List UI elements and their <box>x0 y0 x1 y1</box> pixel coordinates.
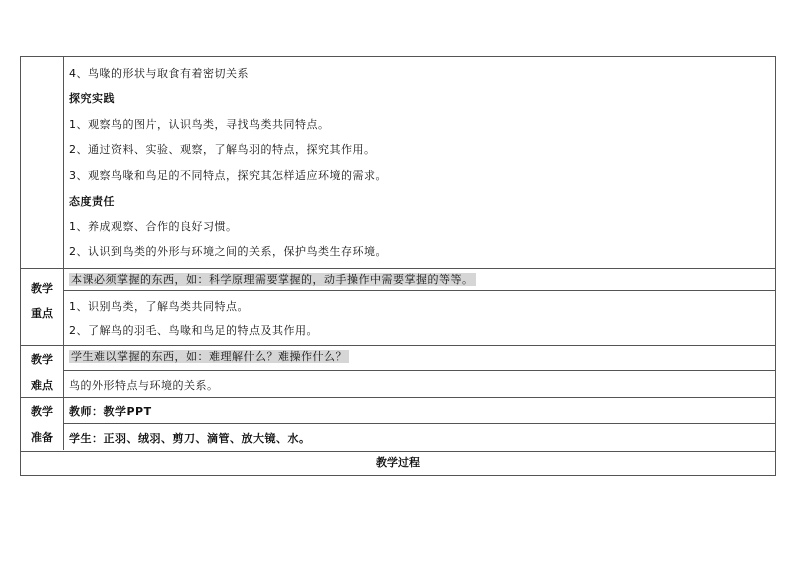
key-points-label-2: 重点 <box>31 307 53 320</box>
attitude-heading: 态度责任 <box>69 195 115 208</box>
inquiry-item-3: 3、观察鸟喙和鸟足的不同特点，探究其怎样适应环境的需求。 <box>69 169 387 182</box>
row-divider <box>21 268 775 269</box>
row-divider <box>21 397 775 398</box>
preparation-label-2: 准备 <box>31 431 53 444</box>
difficulties-label-1: 教学 <box>31 353 53 366</box>
difficulties-hint-text: 学生难以掌握的东西，如：难理解什么？难操作什么？ <box>71 350 347 363</box>
key-points-hint <box>69 271 476 287</box>
inquiry-heading: 探究实践 <box>69 92 115 105</box>
attitude-item-2: 2、认识到鸟类的外形与环境之间的关系，保护鸟类生存环境。 <box>69 245 387 258</box>
difficulties-hint <box>69 348 349 364</box>
row-divider <box>63 423 775 424</box>
attitude-item-1: 1、养成观察、合作的良好习惯。 <box>69 220 238 233</box>
difficulties-text: 鸟的外形特点与环境的关系。 <box>69 379 219 392</box>
difficulties-label-2: 难点 <box>31 379 53 392</box>
inquiry-item-2: 2、通过资料、实验、观察，了解鸟羽的特点，探究其作用。 <box>69 143 376 156</box>
key-points-label-1: 教学 <box>31 282 53 295</box>
key-point-item-1: 1、识别鸟类，了解鸟类共同特点。 <box>69 300 249 313</box>
teaching-process-title: 教学过程 <box>376 456 420 469</box>
inquiry-item-1: 1、观察鸟的图片，认识鸟类，寻找鸟类共同特点。 <box>69 118 330 131</box>
row-divider <box>63 290 775 291</box>
row-divider <box>21 345 775 346</box>
preparation-label-1: 教学 <box>31 405 53 418</box>
preparation-students: 学生：正羽、绒羽、剪刀、滴管、放大镜、水。 <box>69 432 311 445</box>
key-points-hint-text: 本课必须掌握的东西，如：科学原理需要掌握的，动手操作中需要掌握的等等。 <box>71 273 474 286</box>
lesson-plan-table <box>20 56 776 476</box>
objective-item-4: 4、鸟喙的形状与取食有着密切关系 <box>69 67 249 80</box>
column-divider <box>63 57 64 450</box>
row-divider <box>63 370 775 371</box>
key-point-item-2: 2、了解鸟的羽毛、鸟喙和鸟足的特点及其作用。 <box>69 324 318 337</box>
preparation-teacher: 教师：教学PPT <box>69 405 152 418</box>
